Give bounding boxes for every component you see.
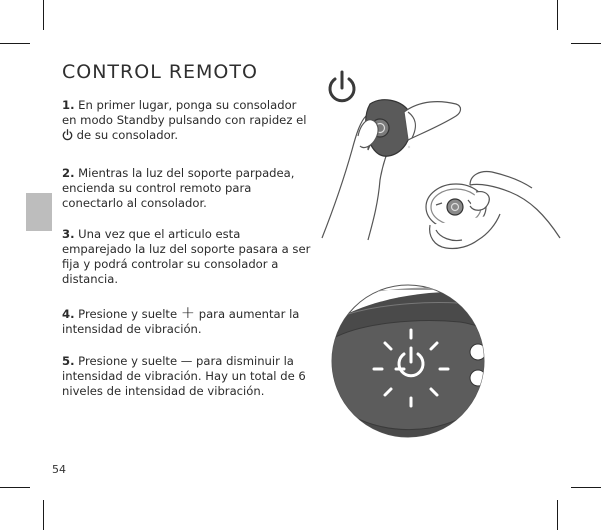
- step-5-text: Presione y suelte — para disminuir la intensidad de vibración. Hay un total de 6 niveles de intensidad de vibración.: [62, 354, 306, 398]
- device-detail-circle: [300, 285, 530, 460]
- step-1-text-a: En primer lugar, ponga su consolador en modo Standby pulsando con rapidez el: [62, 98, 307, 127]
- step-4-text-a: Presione y suelte: [74, 307, 181, 321]
- step-5-number: 5.: [62, 354, 75, 368]
- page-number: 54: [52, 463, 66, 476]
- power-icon: [330, 72, 354, 101]
- step-2-text: Mientras la luz del soporte parpadea, encienda su control remoto para conectarlo al consolador.: [62, 166, 295, 210]
- step-2-number: 2.: [62, 166, 75, 180]
- hand-with-remote: [426, 172, 560, 249]
- step-1-number: 1.: [62, 98, 75, 112]
- step-3-number: 3.: [62, 227, 75, 241]
- page-title: CONTROL REMOTO: [62, 61, 258, 83]
- step-4-number: 4.: [62, 307, 75, 321]
- plus-symbol: +: [180, 303, 196, 323]
- step-3-text: Una vez que el articulo esta emparejado la luz del soporte pasara a ser fija y podrá controlar su consolador a distancia.: [62, 227, 311, 286]
- step-1-text-b: de su consolador.: [73, 128, 179, 142]
- step-4-text-b: para aumentar la intensidad de vibración.: [62, 307, 300, 336]
